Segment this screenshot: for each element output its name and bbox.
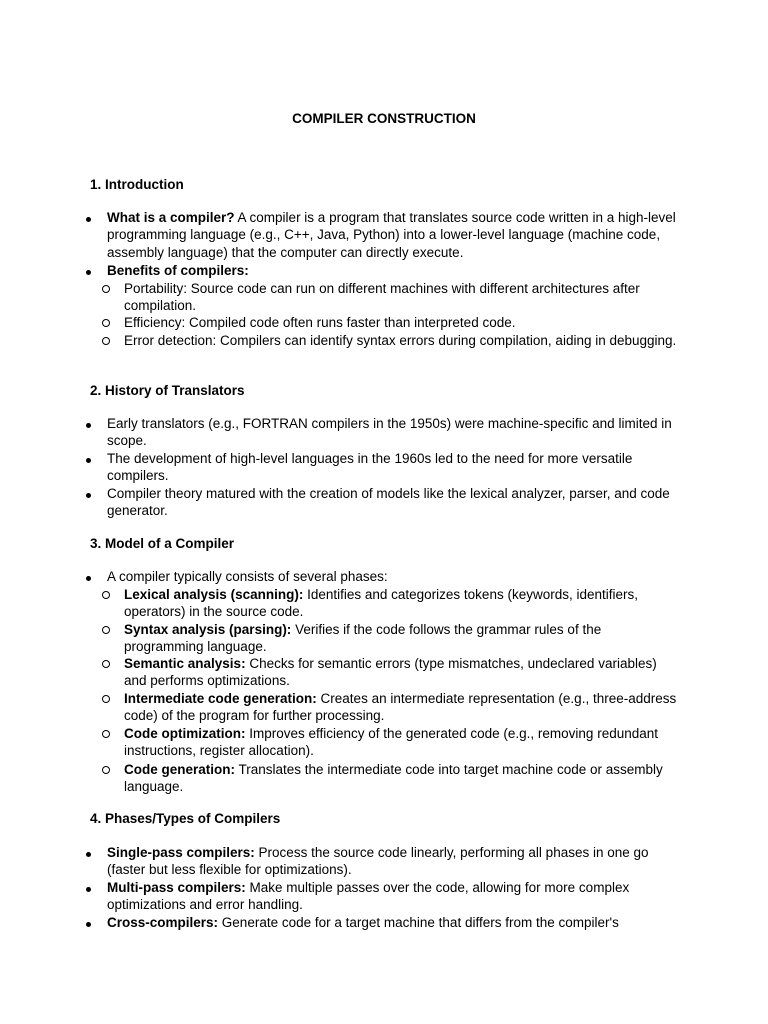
item-text: Verifies if the code follows the grammar rules of the programming language. [124, 622, 602, 655]
item-text: Process the source code linearly, performing all phases in one go (faster but less flexible for optimizations). [107, 845, 649, 878]
list-item [124, 332, 679, 349]
hollow-bullet-icon [100, 280, 112, 297]
bullet-icon [82, 844, 94, 861]
item-text: Make multiple passes over the code, allowing for more complex optimizations and error handling. [107, 880, 630, 913]
list-item [107, 568, 687, 585]
hollow-bullet-icon [100, 761, 112, 778]
hollow-bullet-icon [100, 621, 112, 638]
bullet-icon [82, 262, 94, 279]
hollow-bullet-icon [100, 332, 112, 349]
list-item [124, 586, 679, 621]
item-bold-label: Lexical analysis (scanning): [124, 587, 304, 602]
list-item [124, 690, 679, 725]
hollow-bullet-icon [100, 655, 112, 672]
item-text: Efficiency: Compiled code often runs faster than interpreted code. [124, 315, 516, 330]
item-text: Early translators (e.g., FORTRAN compilers in the 1950s) were machine-specific and limited in scope. [107, 416, 672, 449]
list-item [107, 209, 687, 261]
hollow-bullet-icon [100, 586, 112, 603]
hollow-bullet-icon [100, 690, 112, 707]
section-heading: 1. Introduction [90, 177, 184, 192]
hollow-bullet-icon [100, 725, 112, 742]
list-item [124, 655, 679, 690]
list-item [107, 415, 687, 450]
item-bold-label: What is a compiler? [107, 210, 235, 225]
item-text: A compiler is a program that translates source code written in a high-level programming language (e.g., C++, Java, Python) into a lower-level language (machine code, assembly language) that the computer can directly execute. [107, 210, 676, 260]
bullet-icon [82, 485, 94, 502]
list-item [124, 761, 679, 796]
section-heading: 2. History of Translators [90, 383, 245, 398]
section-heading: 4. Phases/Types of Compilers [90, 811, 281, 826]
list-item [107, 844, 687, 879]
list-item [107, 485, 687, 520]
item-bold-label: Multi-pass compilers: [107, 880, 246, 895]
list-item [124, 621, 679, 656]
bullet-icon [82, 879, 94, 896]
item-bold-label: Syntax analysis (parsing): [124, 622, 292, 637]
list-item [124, 280, 679, 315]
item-bold-label: Code generation: [124, 762, 236, 777]
list-item [107, 879, 687, 914]
bullet-icon [82, 450, 94, 467]
item-bold-label: Intermediate code generation: [124, 691, 317, 706]
hollow-bullet-icon [100, 314, 112, 331]
document-title: COMPILER CONSTRUCTION [292, 111, 476, 126]
item-text: Error detection: Compilers can identify syntax errors during compilation, aiding in debugging. [124, 333, 677, 348]
item-text: Generate code for a target machine that differs from the compiler's [218, 915, 619, 930]
list-item [107, 914, 687, 931]
item-text: Compiler theory matured with the creation of models like the lexical analyzer, parser, and code generator. [107, 486, 670, 519]
list-item [124, 314, 679, 331]
item-text: Identifies and categorizes tokens (keywords, identifiers, operators) in the source code. [124, 587, 638, 620]
item-text: Checks for semantic errors (type mismatches, undeclared variables) and performs optimizations. [124, 656, 657, 689]
item-text: Creates an intermediate representation (e.g., three-address code) of the program for further processing. [124, 691, 677, 724]
item-text: The development of high-level languages in the 1960s led to the need for more versatile compilers. [107, 451, 633, 484]
item-text: A compiler typically consists of several phases: [107, 569, 388, 584]
list-item [124, 725, 679, 760]
item-bold-label: Code optimization: [124, 726, 246, 741]
item-bold-label: Cross-compilers: [107, 915, 219, 930]
item-bold-label: Benefits of compilers: [107, 263, 249, 278]
section-heading: 3. Model of a Compiler [90, 536, 235, 551]
list-item [107, 262, 687, 279]
item-bold-label: Semantic analysis: [124, 656, 246, 671]
list-item [107, 450, 687, 485]
item-text: Improves efficiency of the generated code (e.g., removing redundant instructions, register allocation). [124, 726, 658, 759]
bullet-icon [82, 209, 94, 226]
bullet-icon [82, 415, 94, 432]
bullet-icon [82, 914, 94, 931]
item-text: Portability: Source code can run on different machines with different architectures after compilation. [124, 281, 640, 314]
bullet-icon [82, 568, 94, 585]
item-text: Translates the intermediate code into target machine code or assembly language. [124, 762, 663, 795]
item-bold-label: Single-pass compilers: [107, 845, 255, 860]
